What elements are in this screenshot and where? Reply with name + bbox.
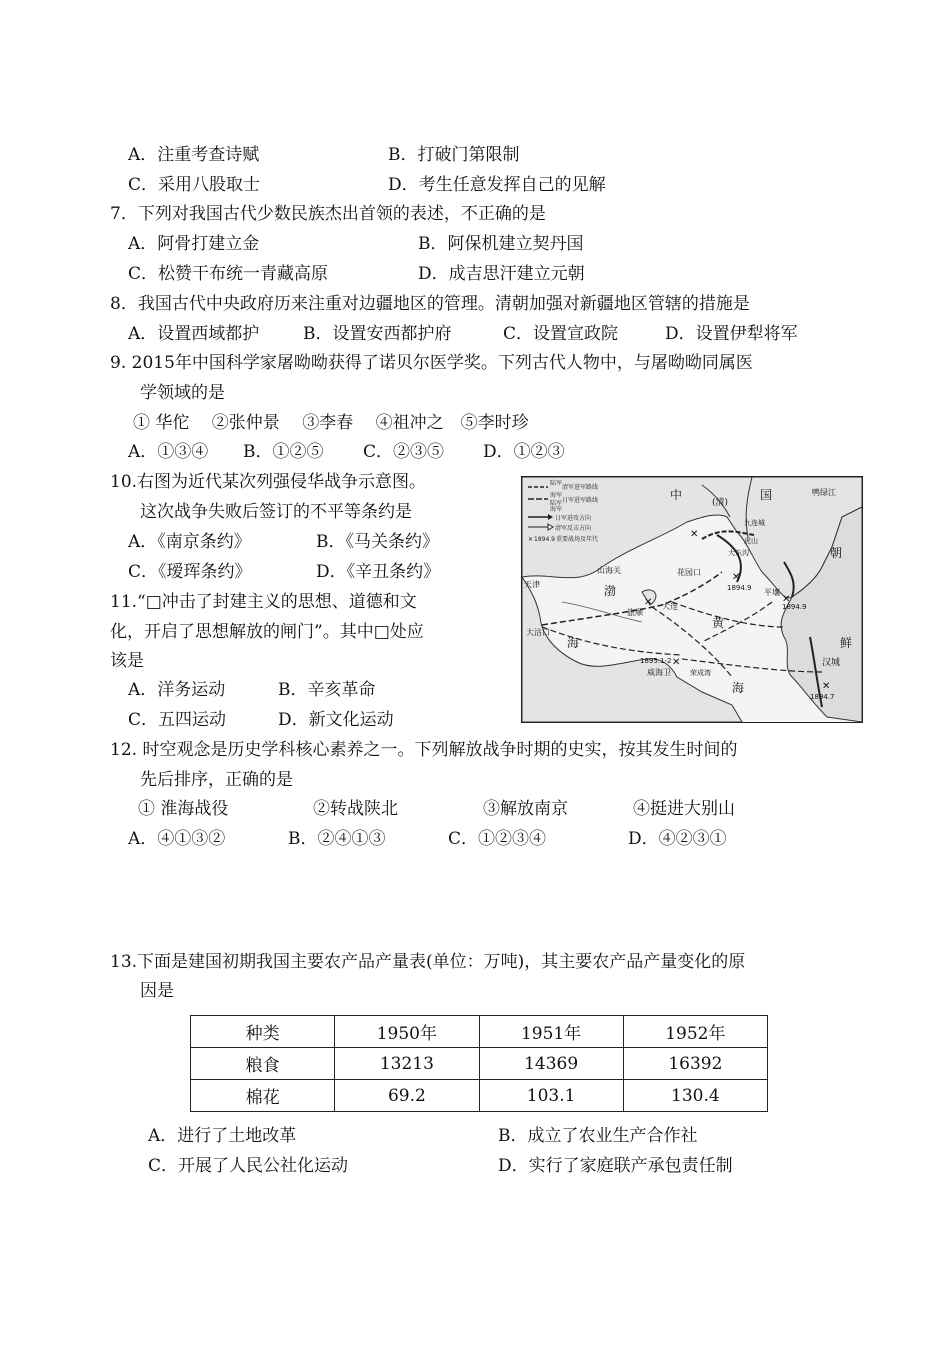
map-label-jiuliancheng: 九连城 [744,519,765,527]
table-cell: 16392 [623,1048,767,1080]
q9-stem-line1: 9. 2015年中国科学家屠呦呦获得了诺贝尔医学奖。下列古代人物中，与屠呦呦同属医 [110,353,753,373]
q8-option-a[interactable]: A．设置西域都护 [128,324,260,344]
table-header-cell: 1950年 [335,1016,479,1048]
table-cell: 103.1 [479,1080,623,1112]
q7-option-c[interactable]: C．松赞干布统一青藏高原 [128,264,329,284]
map-label-dadonggou: 大东沟 [728,549,749,557]
map-label-hancheng: 汉城 [822,658,841,668]
q13-option-d[interactable]: D．实行了家庭联产承包责任制 [498,1156,733,1176]
table-header-cell: 种类 [191,1016,335,1048]
q13-option-a[interactable]: A．进行了土地改革 [148,1126,297,1146]
map-label-rongchengwan: 荣成湾 [690,669,711,677]
legend-battle: 重要战场及年代 [556,536,599,543]
map-label-yalu: 鸭绿江 [812,488,836,497]
q8-option-d[interactable]: D．设置伊犁将军 [665,324,798,344]
table-row [191,1080,768,1112]
legend-qing-counter: 清军反击方向 [555,525,592,532]
table-cell: 14369 [479,1048,623,1080]
q7-option-d[interactable]: D．成吉思汗建立元朝 [418,264,585,284]
legend-japan-route: 日军进军路线 [562,497,599,504]
q11-option-b[interactable]: B．辛亥革命 [278,680,376,700]
legend-prefix-2: 海军 [550,492,563,499]
map-label-huang: 黄 [712,616,725,630]
q13-stem-line2: 因是 [140,981,174,1001]
q8-option-b[interactable]: B．设置安西都护府 [303,324,452,344]
q13-option-c[interactable]: C．开展了人民公社化运动 [148,1156,349,1176]
battle-marker: ✕ [732,572,741,583]
q13-option-b[interactable]: B．成立了农业生产合作社 [498,1126,698,1146]
q11-stem-line2: 化，开启了思想解放的闸门”。其中□处应 [110,622,424,642]
q10-option-c[interactable]: C．《瑷珲条约》 [128,562,252,582]
q9-option-b[interactable]: B．①②⑤ [243,442,324,462]
table-cell: 粮食 [191,1048,335,1080]
q9-items: ① 华佗 ②张仲景 ③李春 ④祖冲之 ⑤李时珍 [133,413,529,433]
table-cell: 130.4 [623,1080,767,1112]
table-cell: 13213 [335,1048,479,1080]
table-header-cell: 1951年 [479,1016,623,1048]
legend-prefix-4: 海军 [550,506,563,513]
q9-option-d[interactable]: D．①②③ [483,442,565,462]
q10-stem-line2: 这次战争失败后签订的不平等条约是 [140,502,412,522]
map-label-date4: 1894.7 [810,693,835,701]
q12-option-c[interactable]: C．①②③④ [448,829,547,849]
q9-option-a[interactable]: A．①③④ [128,442,209,462]
map-label-tianjin: 天津 [524,580,540,589]
q12-item-3: ③解放南京 [483,799,568,819]
map-label-weihaiwei: 威海卫 [647,668,671,677]
map-label-date2: 1894.9 [782,603,807,611]
q9-option-c[interactable]: C．②③⑤ [363,442,445,462]
q7-option-a[interactable]: A．阿骨打建立金 [128,234,260,254]
q6-option-b[interactable]: B．打破门第限制 [388,145,520,165]
battle-marker: ✕ [644,597,653,608]
q12-option-d[interactable]: D．④②③① [628,829,727,849]
q10-option-a[interactable]: A．《南京条约》 [128,532,251,552]
battle-marker: ✕ [690,529,699,540]
legend-japan-attack: 日军进攻方向 [555,515,592,522]
legend-date: 1894.9 [534,536,555,543]
table-row [191,1048,768,1080]
production-table [190,1015,768,1112]
battle-marker: ✕ [782,594,791,605]
table-header-cell: 1952年 [623,1016,767,1048]
q7-option-b[interactable]: B．阿保机建立契丹国 [418,234,584,254]
map-label-date3: 1895.1-2 [640,657,672,665]
map-label-pingrang: 平壤 [764,588,780,597]
q12-item-1: ① 淮海战役 [138,799,229,819]
q6-option-c[interactable]: C．采用八股取士 [128,175,261,195]
q8-option-c[interactable]: C．设置宣政院 [503,324,619,344]
q12-item-4: ④挺进大别山 [633,799,735,819]
map-label-guo: 国 [760,488,773,502]
map-label-lushun: 旅顺 [627,608,643,617]
q6-option-d[interactable]: D．考生任意发挥自己的见解 [388,175,606,195]
q12-option-b[interactable]: B．②④①③ [288,829,386,849]
q12-stem-line2: 先后排序，正确的是 [140,770,293,790]
map-label-chao: 朝 [830,546,843,560]
q11-option-d[interactable]: D．新文化运动 [278,710,394,730]
map-label-shanhaiguan: 山海关 [597,566,621,575]
q11-stem-line1: 11.“□冲击了封建主义的思想、道德和文 [110,592,417,612]
map-label-huayuankou: 花园口 [677,568,701,577]
map-label-xian: 鲜 [840,636,853,650]
battle-marker: ✕ [672,657,681,668]
map-label-hushan: 虎山 [744,537,758,545]
q8-stem: 8．我国古代中央政府历来注重对边疆地区的管理。清朝加强对新疆地区管辖的措施是 [110,294,750,314]
table-cell: 棉花 [191,1080,335,1112]
map-label-bo: 渤 [604,584,617,598]
war-map [521,476,863,723]
legend-prefix-3: 陆军 [550,500,563,507]
q10-option-b[interactable]: B．《马关条约》 [316,532,439,552]
q13-stem-line1: 13.下面是建国初期我国主要农产品产量表(单位：万吨)，其主要农产品产量变化的原 [110,952,746,972]
map-label-hai1: 海 [567,636,580,650]
map-label-dalian: 大连 [662,602,678,611]
battle-marker: ✕ [822,681,831,692]
table-header-row [191,1016,768,1048]
q12-item-2: ②转战陕北 [313,799,398,819]
map-label-dagukou: 大沽口 [526,628,550,637]
legend-qing-route: 清军进军路线 [562,484,599,491]
q7-stem: 7．下列对我国古代少数民族杰出首领的表述，不正确的是 [110,204,546,224]
map-label-qing: (清) [712,498,729,508]
legend-prefix-1: 陆军 [550,480,563,487]
q12-stem-line1: 12. 时空观念是历史学科核心素养之一。下列解放战争时期的史实，按其发生时间的 [110,740,738,760]
q11-option-a[interactable]: A．洋务运动 [128,680,226,700]
map-label-zhong: 中 [670,488,683,502]
map-label-date1: 1894.9 [727,584,752,592]
q11-option-c[interactable]: C．五四运动 [128,710,227,730]
q6-option-a[interactable]: A．注重考查诗赋 [128,145,260,165]
q11-stem-line3: 该是 [110,651,144,671]
map-label-hai2: 海 [732,681,745,695]
q12-option-a[interactable]: A．④①③② [128,829,226,849]
q10-option-d[interactable]: D．《辛丑条约》 [316,562,441,582]
svg-text:✕: ✕ [528,536,534,543]
q10-stem-line1: 10.右图为近代某次列强侵华战争示意图。 [110,472,427,492]
table-cell: 69.2 [335,1080,479,1112]
q9-stem-line2: 学领域的是 [140,383,225,403]
